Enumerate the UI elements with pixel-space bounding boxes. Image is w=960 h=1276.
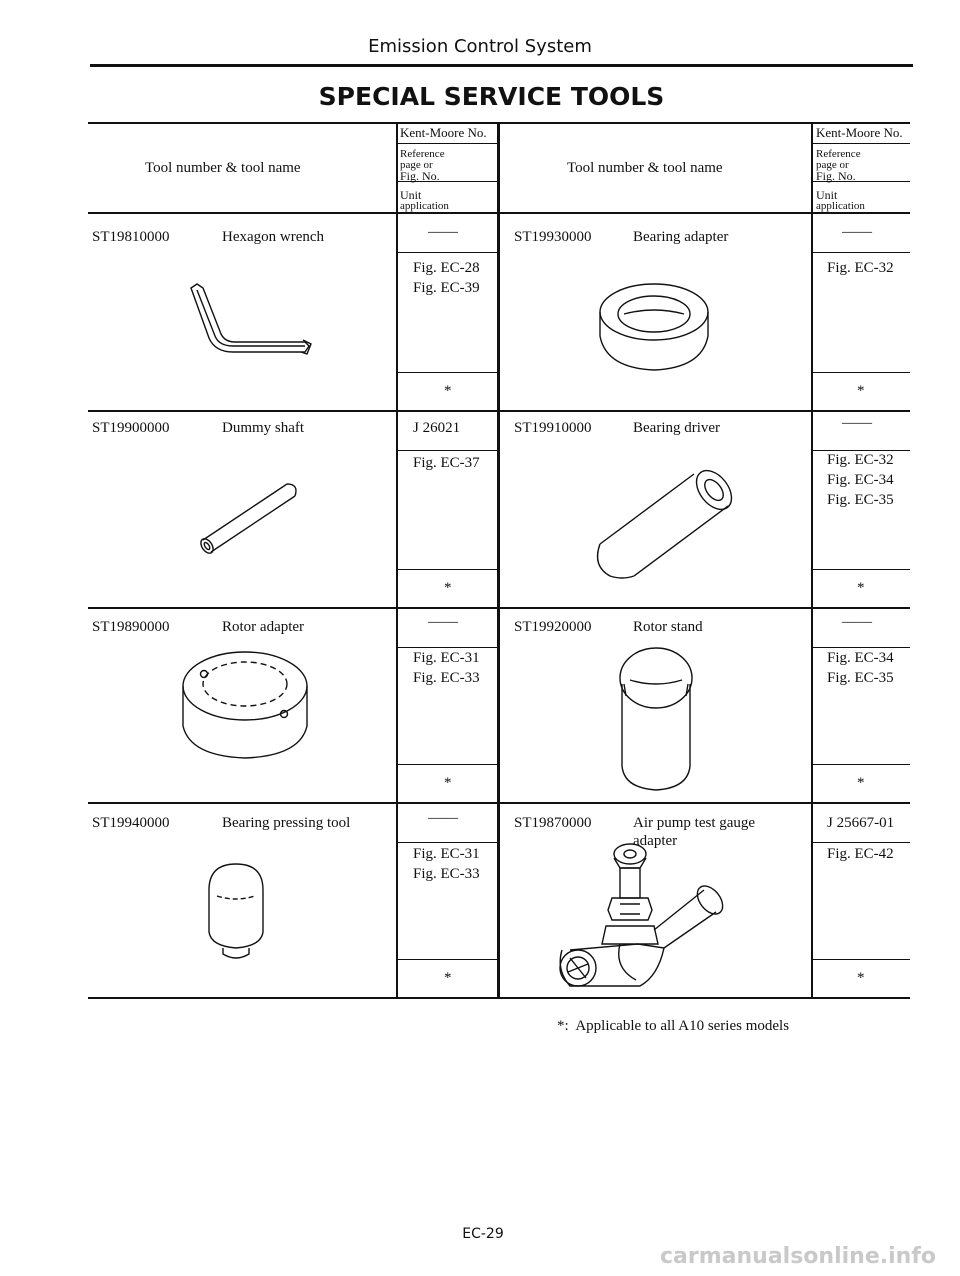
section-title: Emission Control System [368, 36, 592, 57]
rotor-adapter-icon [180, 648, 310, 760]
header-unit-line: application [400, 200, 449, 212]
hexagon-wrench-icon [185, 282, 315, 357]
kent-moore-no: —— [842, 415, 872, 431]
kent-moore-no: —— [842, 614, 872, 630]
tool-number: ST19930000 [514, 229, 592, 245]
unit-application: * [444, 775, 452, 791]
header-unit [816, 190, 903, 212]
unit-application: * [857, 580, 865, 596]
cell-rule [813, 252, 910, 253]
cell-rule [398, 647, 497, 648]
header-ref-line: Reference [816, 148, 861, 160]
header-ref-line: page or [816, 159, 849, 171]
header-unit-line: Unit [400, 188, 422, 202]
column-divider [396, 122, 398, 999]
header-km: Kent-Moore No. [400, 125, 487, 140]
header-ref [400, 149, 487, 182]
reference-fig: Fig. EC-33 [413, 866, 480, 882]
tool-name: Rotor adapter [222, 619, 305, 635]
bearing-adapter-icon [598, 282, 710, 372]
kent-moore-no: —— [428, 224, 458, 240]
reference-fig: Fig. EC-37 [413, 455, 480, 471]
reference-fig: Fig. EC-34 [827, 472, 894, 488]
reference-fig: Fig. EC-42 [827, 846, 894, 862]
tool-name: Bearing adapter [633, 229, 729, 245]
unit-application: * [857, 383, 865, 399]
dummy-shaft-icon [195, 478, 305, 558]
header-unit [400, 190, 487, 212]
cell-rule [398, 569, 497, 570]
tool-name: Rotor stand [633, 619, 703, 635]
kent-moore-no: —— [428, 614, 458, 630]
page-title: SPECIAL SERVICE TOOLS [318, 82, 665, 111]
bearing-driver-icon [592, 462, 732, 582]
kent-moore-no: —— [842, 224, 872, 240]
header-tool-right: Tool number & tool name [567, 160, 723, 176]
unit-application: * [444, 970, 452, 986]
tool-number: ST19920000 [514, 619, 592, 635]
cell-rule [813, 372, 910, 373]
header-ref [816, 149, 903, 182]
cell-rule [398, 842, 497, 843]
reference-fig: Fig. EC-31 [413, 846, 480, 862]
cell-rule [398, 372, 497, 373]
reference-fig: Fig. EC-35 [827, 670, 894, 686]
cell-rule [813, 842, 910, 843]
header-ref-line: page or [400, 159, 433, 171]
watermark: carmanualsonline.info [660, 1244, 936, 1269]
tool-number: ST19900000 [92, 420, 170, 436]
header-codes-left [400, 125, 487, 212]
reference-fig: Fig. EC-32 [827, 260, 894, 276]
reference-fig: Fig. EC-31 [413, 650, 480, 666]
tool-number: ST19910000 [514, 420, 592, 436]
header-rule [90, 64, 913, 67]
cell-rule [813, 959, 910, 960]
unit-application: * [444, 383, 452, 399]
tool-name: Air pump test gauge [633, 815, 756, 831]
header-ref-line: Fig. No. [400, 169, 440, 183]
header-tool-left: Tool number & tool name [145, 160, 301, 176]
header-ref-line: Reference [400, 148, 445, 160]
bearing-pressing-tool-icon [205, 862, 267, 966]
tool-number: ST19870000 [514, 815, 592, 831]
tool-name-line2: adapter [633, 833, 678, 849]
cell-rule [398, 959, 497, 960]
kent-moore-no: J 25667-01 [827, 815, 895, 831]
tool-name: Hexagon wrench [222, 229, 325, 245]
rotor-stand-icon [618, 644, 694, 794]
cell-rule [398, 450, 497, 451]
cell-rule [813, 647, 910, 648]
tool-number: ST19810000 [92, 229, 170, 245]
column-divider [497, 122, 500, 999]
tool-number: ST19890000 [92, 619, 170, 635]
reference-fig: Fig. EC-34 [827, 650, 894, 666]
cell-rule [398, 252, 497, 253]
reference-fig: Fig. EC-32 [827, 452, 894, 468]
kent-moore-no: —— [428, 810, 458, 826]
tool-name: Bearing driver [633, 420, 721, 436]
reference-fig: Fig. EC-39 [413, 280, 480, 296]
tool-number: ST19940000 [92, 815, 170, 831]
tool-name: Dummy shaft [222, 420, 305, 436]
tool-name: Bearing pressing tool [222, 815, 351, 831]
page-number: EC-29 [462, 1226, 504, 1242]
air-pump-test-gauge-adapter-icon [540, 840, 730, 994]
cell-rule [398, 764, 497, 765]
cell-rule [813, 764, 910, 765]
cell-rule [813, 569, 910, 570]
header-unit-line: application [816, 200, 865, 212]
column-divider [811, 122, 813, 999]
header-km: Kent-Moore No. [816, 125, 903, 140]
reference-fig: Fig. EC-35 [827, 492, 894, 508]
cell-rule [813, 450, 910, 451]
header-ref-line: Fig. No. [816, 169, 856, 183]
unit-application: * [857, 775, 865, 791]
header-codes-right [816, 125, 903, 212]
unit-application: * [444, 580, 452, 596]
header-unit-line: Unit [816, 188, 838, 202]
kent-moore-no: J 26021 [413, 420, 461, 436]
unit-application: * [857, 970, 865, 986]
reference-fig: Fig. EC-28 [413, 260, 480, 276]
reference-fig: Fig. EC-33 [413, 670, 480, 686]
footnote: *: Applicable to all A10 series models [557, 1018, 790, 1034]
